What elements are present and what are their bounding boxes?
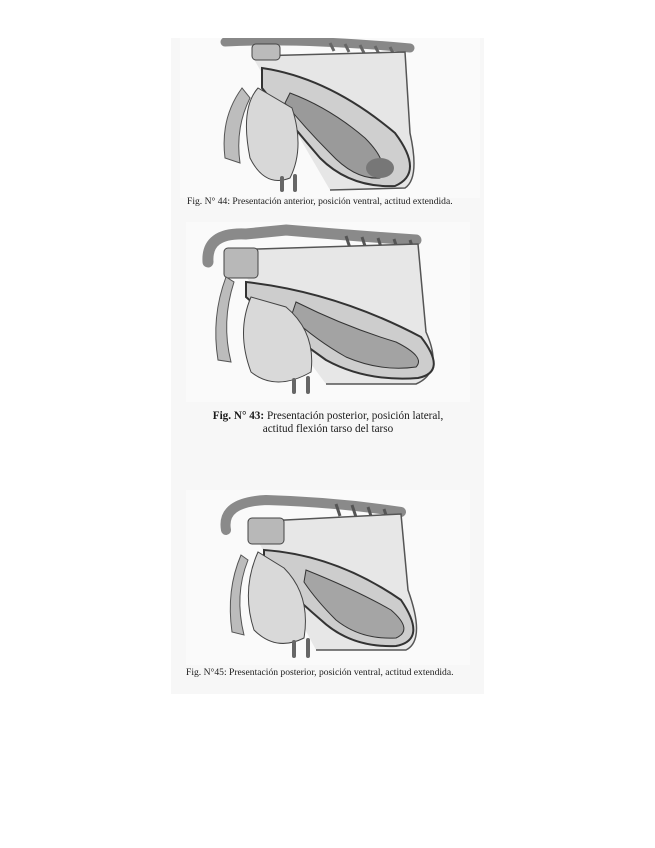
figure-43-caption-line1: Presentación posterior, posición lateral, <box>264 410 444 422</box>
figure-43-caption-label: Fig. N° 43: <box>212 410 265 422</box>
figure-43-illustration <box>186 222 470 402</box>
figure-43-caption <box>186 410 470 436</box>
figure-45-illustration <box>186 490 470 665</box>
figure-44-illustration <box>180 38 480 198</box>
figure-45-caption: Fig. N°45: Presentación posterior, posición ventral, actitud extendida. <box>186 667 454 678</box>
figure-44-caption: Fig. N° 44: Presentación anterior, posición ventral, actitud extendida. <box>187 196 453 207</box>
figure-44 <box>180 38 480 198</box>
figure-43-caption-line2: actitud flexión tarso del tarso <box>262 423 394 435</box>
figure-43 <box>186 222 470 402</box>
figure-45 <box>186 490 470 665</box>
